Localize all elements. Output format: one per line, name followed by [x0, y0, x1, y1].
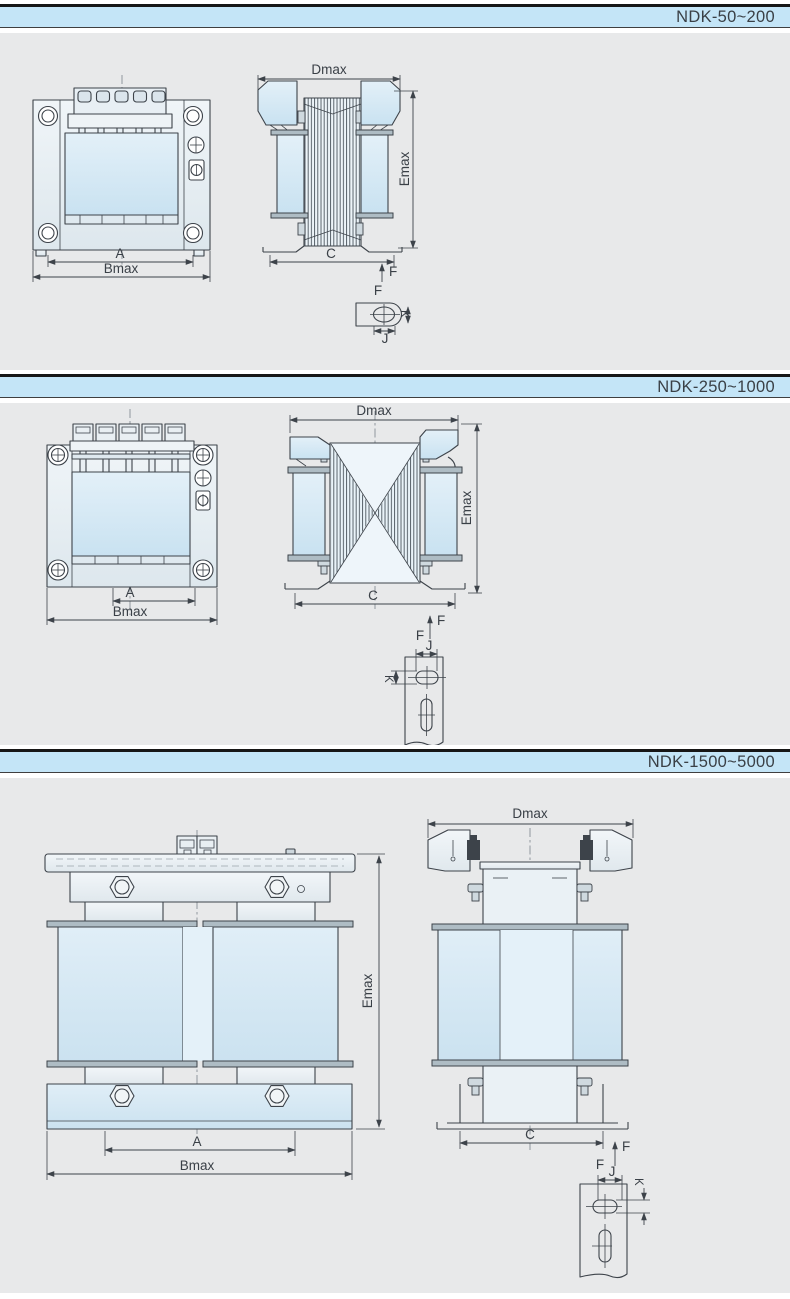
foot-label-k: K — [632, 1178, 644, 1186]
foot-label-k: K — [382, 675, 394, 683]
foot-detail — [382, 628, 446, 745]
dim-label-emax: Emax — [397, 151, 412, 187]
section-panel-ndk-250-1000 — [0, 403, 790, 745]
foot-label-j: J — [608, 1164, 616, 1179]
slot-hole-vertical — [418, 694, 435, 736]
dim-a — [105, 1131, 295, 1156]
coil-window — [72, 472, 190, 564]
dim-label-emax: Emax — [360, 973, 375, 1009]
section-panel-ndk-1500-5000 — [0, 778, 790, 1293]
drawing-ndk-50-200 — [0, 33, 790, 370]
base-channel — [47, 1084, 352, 1129]
section-header-ndk-250-1000 — [0, 374, 790, 398]
core-stack — [318, 443, 432, 583]
dim-label-emax: Emax — [459, 490, 474, 526]
section-title: NDK-50~200 — [676, 7, 775, 26]
top-clamp-plate — [45, 854, 355, 921]
dim-f-arrow — [430, 613, 445, 639]
dim-j — [374, 326, 395, 346]
foot-label-f: F — [595, 1157, 605, 1172]
dim-label-bmax: Bmax — [103, 261, 139, 276]
front-view — [45, 830, 385, 1180]
dim-label-a: A — [192, 1134, 202, 1149]
lower-core-column — [468, 1066, 592, 1123]
foot-detail — [580, 1157, 650, 1278]
dim-label-a: A — [125, 585, 135, 600]
dim-label-dmax: Dmax — [512, 806, 548, 821]
dim-emax — [356, 854, 385, 1129]
dim-emax — [459, 424, 482, 593]
coil-window — [65, 133, 178, 224]
coil-side — [432, 924, 628, 1066]
dim-a — [113, 585, 195, 606]
foot-label-k: K — [398, 310, 410, 318]
dim-c — [270, 246, 394, 267]
section-header-ndk-1500-5000 — [0, 749, 790, 773]
dim-label-f: F — [389, 264, 398, 279]
dim-label-c: C — [326, 246, 336, 261]
dim-label-bmax: Bmax — [179, 1158, 215, 1173]
section-title: NDK-250~1000 — [657, 377, 775, 396]
dim-c — [460, 1127, 603, 1149]
section-title: NDK-1500~5000 — [647, 752, 775, 771]
coils — [47, 921, 353, 1084]
terminal-block — [68, 88, 172, 140]
catalog-page — [0, 4, 790, 1293]
dim-label-dmax: Dmax — [356, 403, 392, 418]
foot-detail — [356, 283, 410, 346]
dim-f-arrow — [615, 1139, 630, 1166]
section-panel-ndk-50-200 — [0, 33, 790, 370]
side-view — [285, 403, 482, 639]
dim-label-dmax: Dmax — [311, 62, 347, 77]
section-header-ndk-50-200 — [0, 4, 790, 28]
foot-label-f: F — [415, 628, 425, 643]
dim-dmax — [290, 403, 458, 433]
foot-label-j: J — [381, 331, 389, 346]
side-view — [428, 806, 633, 1166]
front-view — [47, 409, 217, 625]
foot-label-j: J — [425, 638, 433, 653]
dim-label-c: C — [368, 588, 378, 603]
upper-core-column — [468, 862, 592, 926]
slot-hole-vertical — [592, 1224, 612, 1268]
dim-f-arrow — [382, 264, 397, 282]
foot-plate — [580, 1184, 627, 1278]
dim-label-c: C — [525, 1127, 535, 1142]
slot-hole-horizontal — [586, 1194, 622, 1219]
dim-label-bmax: Bmax — [112, 604, 148, 619]
dim-label-f: F — [622, 1139, 631, 1154]
foot-label-f: F — [373, 283, 383, 298]
dim-label-f: F — [437, 613, 446, 628]
dim-label-a: A — [115, 246, 125, 261]
drawing-ndk-250-1000 — [0, 403, 790, 745]
side-view — [258, 62, 418, 282]
dim-k — [616, 1178, 650, 1225]
core-stack — [298, 98, 363, 246]
front-view — [33, 75, 210, 282]
slot-hole-horizontal — [408, 666, 446, 689]
drawing-ndk-1500-5000 — [0, 778, 790, 1293]
